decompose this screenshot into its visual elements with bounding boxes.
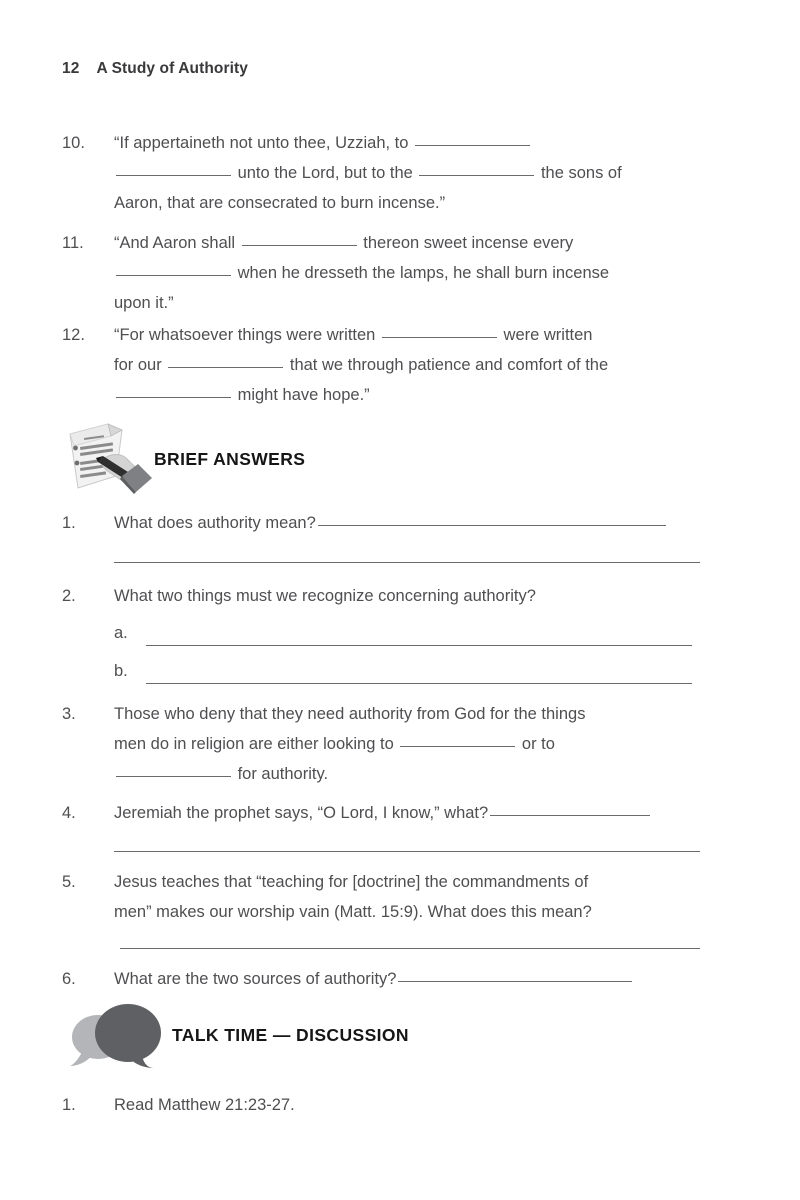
answer-blank[interactable] — [318, 511, 666, 526]
sub-item-b-label: b. — [114, 662, 128, 680]
section-title: TALK TIME — DISCUSSION — [172, 1024, 409, 1045]
item-body — [114, 128, 702, 218]
item-text: for our — [114, 356, 167, 374]
fill-in-item-12 — [62, 320, 702, 410]
item-number: 11. — [62, 234, 84, 252]
fill-in-blank[interactable] — [116, 762, 231, 777]
item-line — [114, 380, 702, 410]
item-line — [114, 964, 702, 994]
item-text: upon it.” — [114, 294, 174, 312]
fill-in-blank[interactable] — [242, 231, 357, 246]
brief-answer-question-5 — [62, 867, 702, 927]
item-text: Read Matthew 21:23-27. — [114, 1096, 295, 1114]
fill-in-blank[interactable] — [382, 323, 497, 338]
question-text: What are the two sources of authority? — [114, 970, 397, 988]
item-number: 5. — [62, 873, 76, 891]
item-text: “If appertaineth not unto thee, Uzziah, to — [114, 134, 414, 152]
item-body — [114, 228, 702, 318]
fill-in-item-10 — [62, 128, 702, 218]
item-text: might have hope.” — [233, 386, 370, 404]
question-text: men” makes our worship vain (Matt. 15:9). What does this mean? — [114, 903, 592, 921]
item-body — [114, 1090, 702, 1120]
item-line — [114, 128, 702, 158]
question-text: What does authority mean? — [114, 514, 316, 532]
item-line — [114, 759, 702, 789]
item-line — [114, 158, 702, 188]
item-line — [114, 188, 702, 218]
answer-rule-b[interactable] — [146, 683, 692, 684]
fill-in-blank[interactable] — [415, 131, 530, 146]
item-line — [114, 350, 702, 380]
item-line — [114, 867, 702, 897]
section-title: BRIEF ANSWERS — [154, 448, 306, 469]
question-text: Jesus teaches that “teaching for [doctrine] the commandments of — [114, 873, 589, 891]
item-line — [114, 798, 702, 828]
item-body — [114, 320, 702, 410]
item-text: when he dresseth the lamps, he shall burn incense — [233, 264, 610, 282]
item-line — [114, 729, 702, 759]
item-text: “For whatsoever things were written — [114, 326, 380, 344]
item-number: 12. — [62, 326, 85, 344]
item-line — [114, 320, 702, 350]
brief-answer-question-3 — [62, 699, 702, 789]
brief-answer-question-2 — [62, 581, 702, 611]
fill-in-blank[interactable] — [400, 732, 515, 747]
answer-blank[interactable] — [398, 967, 632, 982]
item-text: Aaron, that are consecrated to burn incense.” — [114, 194, 446, 212]
section-header-brief-answers — [62, 420, 305, 498]
fill-in-blank[interactable] — [168, 353, 283, 368]
page-number: 12 — [62, 60, 80, 77]
item-line — [114, 897, 702, 927]
item-text: “And Aaron shall — [114, 234, 240, 252]
answer-rule[interactable] — [120, 948, 700, 949]
item-text: the sons of — [536, 164, 622, 182]
item-number: 10. — [62, 134, 85, 152]
answer-blank[interactable] — [490, 801, 650, 816]
brief-answer-question-4 — [62, 798, 702, 828]
item-body — [114, 581, 702, 611]
running-header — [62, 60, 248, 78]
sub-item-a-label: a. — [114, 624, 128, 642]
item-line — [114, 508, 702, 538]
item-line — [114, 258, 702, 288]
question-text: Jeremiah the prophet says, “O Lord, I know,” what? — [114, 804, 489, 822]
question-text: What two things must we recognize concerning authority? — [114, 587, 536, 605]
item-line — [114, 1090, 702, 1120]
talk-time-item-1 — [62, 1090, 702, 1120]
item-body — [114, 699, 702, 789]
fill-in-blank[interactable] — [116, 261, 231, 276]
answer-rule[interactable] — [114, 851, 700, 852]
item-text: were written — [498, 326, 593, 344]
question-text: for authority. — [233, 765, 329, 783]
item-body — [114, 798, 702, 828]
question-text: or to — [517, 735, 555, 753]
fill-in-item-11 — [62, 228, 702, 318]
item-body — [114, 867, 702, 927]
brief-answer-question-6 — [62, 964, 702, 994]
item-text: that we through patience and comfort of the — [285, 356, 609, 374]
fill-in-blank[interactable] — [419, 161, 534, 176]
item-line — [114, 699, 702, 729]
answer-rule[interactable] — [114, 562, 700, 563]
item-number: 1. — [62, 1096, 76, 1114]
item-number: 6. — [62, 970, 76, 988]
item-text: unto the Lord, but to the — [233, 164, 418, 182]
speech-bubbles-icon — [62, 1002, 172, 1068]
book-title: A Study of Authority — [96, 60, 248, 77]
item-body — [114, 964, 702, 994]
brief-answer-question-1 — [62, 508, 702, 538]
item-line — [114, 288, 702, 318]
question-text: men do in religion are either looking to — [114, 735, 399, 753]
item-line — [114, 228, 702, 258]
paper-and-pen-icon — [62, 420, 154, 498]
fill-in-blank[interactable] — [116, 161, 231, 176]
question-text: Those who deny that they need authority from God for the things — [114, 705, 586, 723]
section-header-talk-time — [62, 1002, 409, 1068]
item-text: thereon sweet incense every — [358, 234, 574, 252]
item-line — [114, 581, 702, 611]
answer-rule-a[interactable] — [146, 645, 692, 646]
item-number: 4. — [62, 804, 76, 822]
item-number: 2. — [62, 587, 76, 605]
item-number: 3. — [62, 705, 76, 723]
item-number: 1. — [62, 514, 76, 532]
fill-in-blank[interactable] — [116, 383, 231, 398]
item-body — [114, 508, 702, 538]
